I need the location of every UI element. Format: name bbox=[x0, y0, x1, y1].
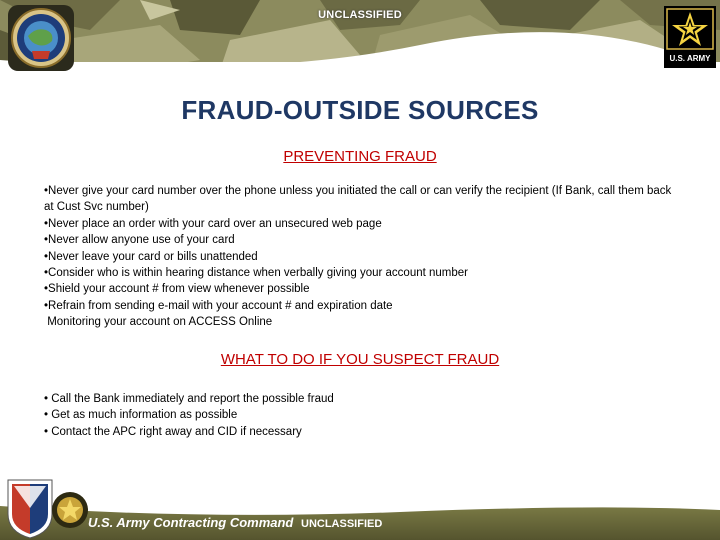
footer-banner bbox=[0, 476, 720, 540]
list-item: •Never place an order with your card over an unsecured web page bbox=[44, 217, 382, 230]
army-contracting-command-insignia-icon bbox=[50, 486, 90, 534]
suspect-fraud-list bbox=[44, 391, 674, 440]
footer-text bbox=[88, 515, 382, 530]
list-item: •Never leave your card or bills unattended bbox=[44, 250, 258, 263]
classification-banner-top: UNCLASSIFIED bbox=[318, 9, 402, 21]
list-item: •Never give your card number over the phone unless you initiated the call or can verify the recipient (If Bank, call them back at Cust Svc number) bbox=[44, 185, 672, 214]
classification-banner-bottom: UNCLASSIFIED bbox=[301, 518, 383, 530]
list-item: • Call the Bank immediately and report the possible fraud bbox=[44, 393, 334, 405]
list-item: Monitoring your account on ACCESS Online bbox=[44, 316, 273, 329]
us-army-star-logo-icon bbox=[664, 6, 716, 68]
army-materiel-command-seal-icon bbox=[6, 3, 76, 73]
us-army-logo-text: U.S. ARMY bbox=[669, 54, 711, 63]
list-item: •Never allow anyone use of your card bbox=[44, 234, 235, 247]
list-item: •Consider who is within hearing distance when verbally giving your account number bbox=[44, 267, 469, 280]
preventing-fraud-list bbox=[44, 183, 674, 331]
section-heading-preventing-fraud: PREVENTING FRAUD bbox=[283, 148, 437, 165]
list-item: •Refrain from sending e-mail with your account # and expiration date bbox=[44, 299, 393, 312]
list-item: • Get as much information as possible bbox=[44, 409, 238, 422]
list-item: • Contact the APC right away and CID if necessary bbox=[44, 425, 302, 438]
header-banner bbox=[0, 0, 720, 75]
list-item: •Shield your account # from view whenever possible bbox=[44, 283, 310, 296]
army-materiel-command-patch-icon bbox=[4, 476, 56, 540]
footer-organization: U.S. Army Contracting Command bbox=[88, 515, 294, 530]
section-heading-suspect-fraud: WHAT TO DO IF YOU SUSPECT FRAUD bbox=[220, 351, 500, 368]
slide-title: FRAUD-OUTSIDE SOURCES bbox=[181, 95, 539, 125]
